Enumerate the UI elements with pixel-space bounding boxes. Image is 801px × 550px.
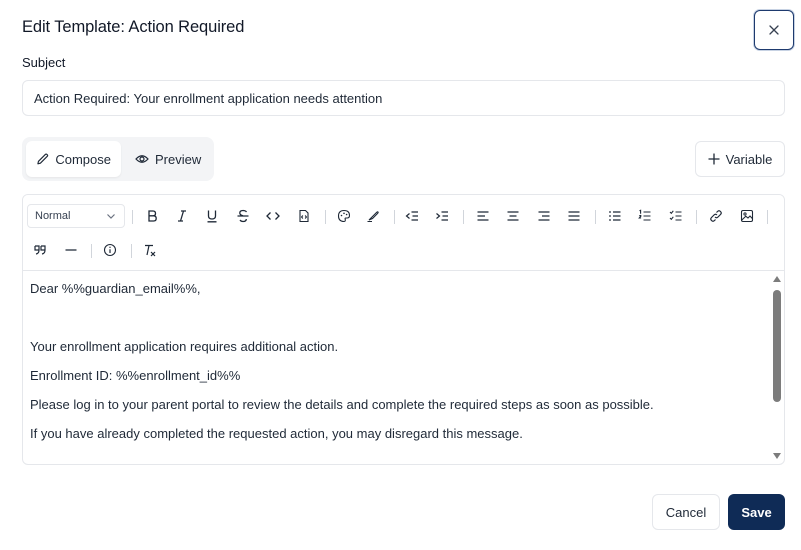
close-button[interactable] — [754, 10, 794, 50]
align-left-icon — [476, 209, 490, 223]
info-icon — [103, 243, 117, 257]
toolbar-divider — [595, 210, 596, 224]
checklist-icon — [669, 209, 683, 223]
chevron-down-icon — [106, 211, 116, 221]
tab-preview-label: Preview — [155, 151, 202, 167]
save-button[interactable]: Save — [728, 494, 785, 530]
scroll-thumb[interactable] — [773, 290, 781, 402]
align-left-button[interactable] — [471, 204, 495, 228]
strikethrough-icon — [236, 209, 250, 223]
toolbar-divider — [394, 210, 395, 224]
plus-icon — [708, 153, 720, 165]
dialog-title: Edit Template: Action Required — [22, 18, 245, 36]
close-icon — [768, 24, 780, 36]
editor-content[interactable] — [23, 272, 769, 464]
editor-line: Enrollment ID: %%enrollment_id%% — [30, 368, 241, 383]
horizontal-rule-icon — [64, 243, 78, 257]
image-icon — [740, 209, 754, 223]
quote-icon — [33, 243, 47, 257]
scroll-up-arrow-icon[interactable] — [773, 276, 781, 282]
bold-icon — [145, 209, 159, 223]
align-center-icon — [506, 209, 520, 223]
align-center-button[interactable] — [501, 204, 525, 228]
editor-line: Dear %%guardian_email%%, — [30, 281, 201, 296]
editor-line: Please log in to your parent portal to review the details and complete the required steps as soon as possible. — [30, 397, 654, 412]
tab-compose[interactable] — [26, 141, 121, 177]
link-button[interactable] — [704, 204, 728, 228]
editor-line — [30, 309, 762, 338]
toolbar-divider — [325, 210, 326, 224]
pencil-icon — [36, 152, 49, 166]
toolbar-divider — [91, 244, 92, 258]
eye-icon — [135, 152, 149, 166]
toolbar-divider — [131, 244, 132, 258]
subject-input[interactable]: Action Required: Your enrollment application needs attention — [22, 80, 785, 116]
heading-select-value: Normal — [35, 210, 71, 222]
ordered-list-button[interactable] — [633, 204, 657, 228]
toolbar-divider — [696, 210, 697, 224]
checklist-button[interactable] — [664, 204, 688, 228]
align-right-button[interactable] — [532, 204, 556, 228]
clear-format-button[interactable] — [138, 238, 162, 262]
text-color-button[interactable] — [332, 204, 356, 228]
bullet-list-button[interactable] — [603, 204, 627, 228]
editor-line: If you have already completed the requested action, you may disregard this message. — [30, 426, 523, 441]
editor-scrollbar[interactable] — [771, 272, 784, 464]
heading-select[interactable] — [27, 204, 125, 228]
scroll-down-arrow-icon[interactable] — [773, 453, 781, 459]
add-variable-label: Variable — [725, 151, 773, 167]
italic-icon — [175, 209, 189, 223]
underline-button[interactable] — [200, 204, 224, 228]
toolbar-divider — [463, 210, 464, 224]
editor-toolbar — [23, 195, 784, 271]
indent-button[interactable] — [430, 204, 454, 228]
info-button[interactable] — [98, 238, 122, 262]
bold-button[interactable] — [140, 204, 164, 228]
bullet-list-icon — [608, 209, 622, 223]
tab-compose-label: Compose — [55, 151, 111, 167]
underline-icon — [205, 209, 219, 223]
code-block-button[interactable] — [292, 204, 316, 228]
indent-icon — [435, 209, 449, 223]
clear-format-icon — [143, 243, 157, 257]
mode-tabs — [22, 137, 214, 181]
outdent-button[interactable] — [400, 204, 424, 228]
palette-icon — [337, 209, 351, 223]
toolbar-divider — [767, 210, 768, 224]
toolbar-divider — [132, 210, 133, 224]
ordered-list-icon — [638, 209, 652, 223]
blockquote-button[interactable] — [28, 238, 52, 262]
align-justify-button[interactable] — [562, 204, 586, 228]
subject-label: Subject — [22, 55, 66, 70]
tab-preview[interactable] — [125, 141, 211, 177]
align-justify-icon — [567, 209, 581, 223]
strikethrough-button[interactable] — [231, 204, 255, 228]
rich-text-editor — [22, 194, 785, 465]
highlighter-icon — [366, 209, 380, 223]
add-variable-button[interactable] — [695, 141, 785, 177]
code-button[interactable] — [261, 204, 285, 228]
horizontal-rule-button[interactable] — [59, 238, 83, 262]
link-icon — [709, 209, 723, 223]
cancel-button[interactable]: Cancel — [652, 494, 720, 530]
code-icon — [266, 209, 280, 223]
highlight-button[interactable] — [361, 204, 385, 228]
align-right-icon — [537, 209, 551, 223]
code-block-icon — [297, 209, 311, 223]
outdent-icon — [405, 209, 419, 223]
editor-line: Your enrollment application requires additional action. — [30, 339, 339, 354]
image-button[interactable] — [735, 204, 759, 228]
italic-button[interactable] — [170, 204, 194, 228]
